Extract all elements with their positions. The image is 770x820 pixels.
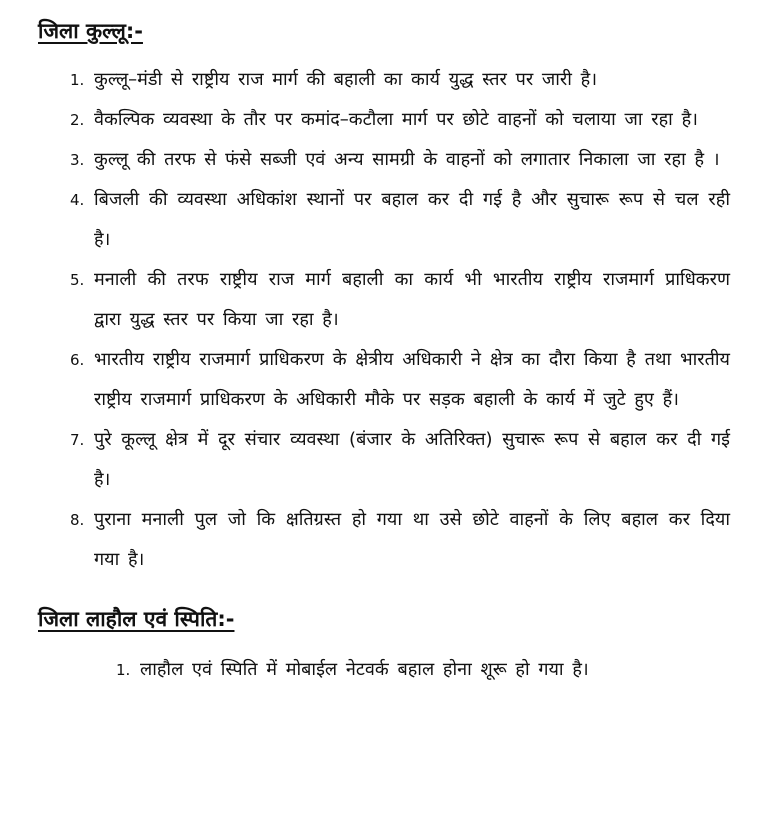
list-item-number: 5. [70, 271, 85, 289]
list-item-number: 4. [70, 191, 85, 209]
list-item [38, 100, 730, 140]
kullu-update-list [38, 60, 730, 580]
list-item-text: पुरे कूल्लू क्षेत्र में दूर संचार व्यवस्था (बंजार के अतिरिक्त) सुचारू रूप से बहाल कर दी गई है। [94, 429, 730, 490]
list-item-text: पुराना मनाली पुल जो कि क्षतिग्रस्त हो गया था उसे छोटे वाहनों के लिए बहाल कर दिया गया है। [94, 509, 730, 570]
list-item-text: मनाली की तरफ राष्ट्रीय राज मार्ग बहाली का कार्य भी भारतीय राष्ट्रीय राजमार्ग प्राधिकरण द्वारा युद्ध स्तर पर किया जा रहा है। [94, 269, 730, 330]
section-heading-kullu: जिला कुल्लू:- [38, 19, 143, 43]
list-item-text: लाहौल एवं स्पिति में मोबाईल नेटवर्क बहाल होना शूरू हो गया है। [140, 659, 589, 680]
list-item [38, 260, 730, 340]
list-item-number: 8. [70, 511, 85, 529]
list-item [38, 180, 730, 260]
list-item [38, 650, 730, 690]
list-item [38, 140, 730, 180]
lahaul-spiti-update-list [38, 650, 730, 690]
list-item-text: कुल्लू–मंडी से राष्ट्रीय राज मार्ग की बहाली का कार्य युद्ध स्तर पर जारी है। [94, 69, 598, 90]
list-item [38, 340, 730, 420]
list-item [38, 60, 730, 100]
list-item-text: कुल्लू की तरफ से फंसे सब्जी एवं अन्य सामग्री के वाहनों को लगातार निकाला जा रहा है । [94, 149, 720, 170]
list-item-text: वैकल्पिक व्यवस्था के तौर पर कमांद–कटौला मार्ग पर छोटे वाहनों को चलाया जा रहा है। [94, 109, 698, 130]
list-item-number: 2. [70, 111, 85, 129]
list-item-text: बिजली की व्यवस्था अधिकांश स्थानों पर बहाल कर दी गई है और सुचारू रूप से चल रही है। [94, 189, 730, 250]
list-item [38, 500, 730, 580]
list-item [38, 420, 730, 500]
list-item-number: 6. [70, 351, 85, 369]
list-item-number: 3. [70, 151, 85, 169]
section-heading-lahaul-spiti: जिला लाहौल एवं स्पिति:- [38, 607, 235, 631]
list-item-text: भारतीय राष्ट्रीय राजमार्ग प्राधिकरण के क्षेत्रीय अधिकारी ने क्षेत्र का दौरा किया है तथा भारतीय राष्ट्रीय राजमार्ग प्राधिकरण के अधिकारी मौके पर सड़क बहाली के कार्य में जुटे हुए हैं। [94, 349, 730, 410]
list-item-number: 1. [116, 661, 131, 679]
list-item-number: 1. [70, 71, 85, 89]
list-item-number: 7. [70, 431, 85, 449]
